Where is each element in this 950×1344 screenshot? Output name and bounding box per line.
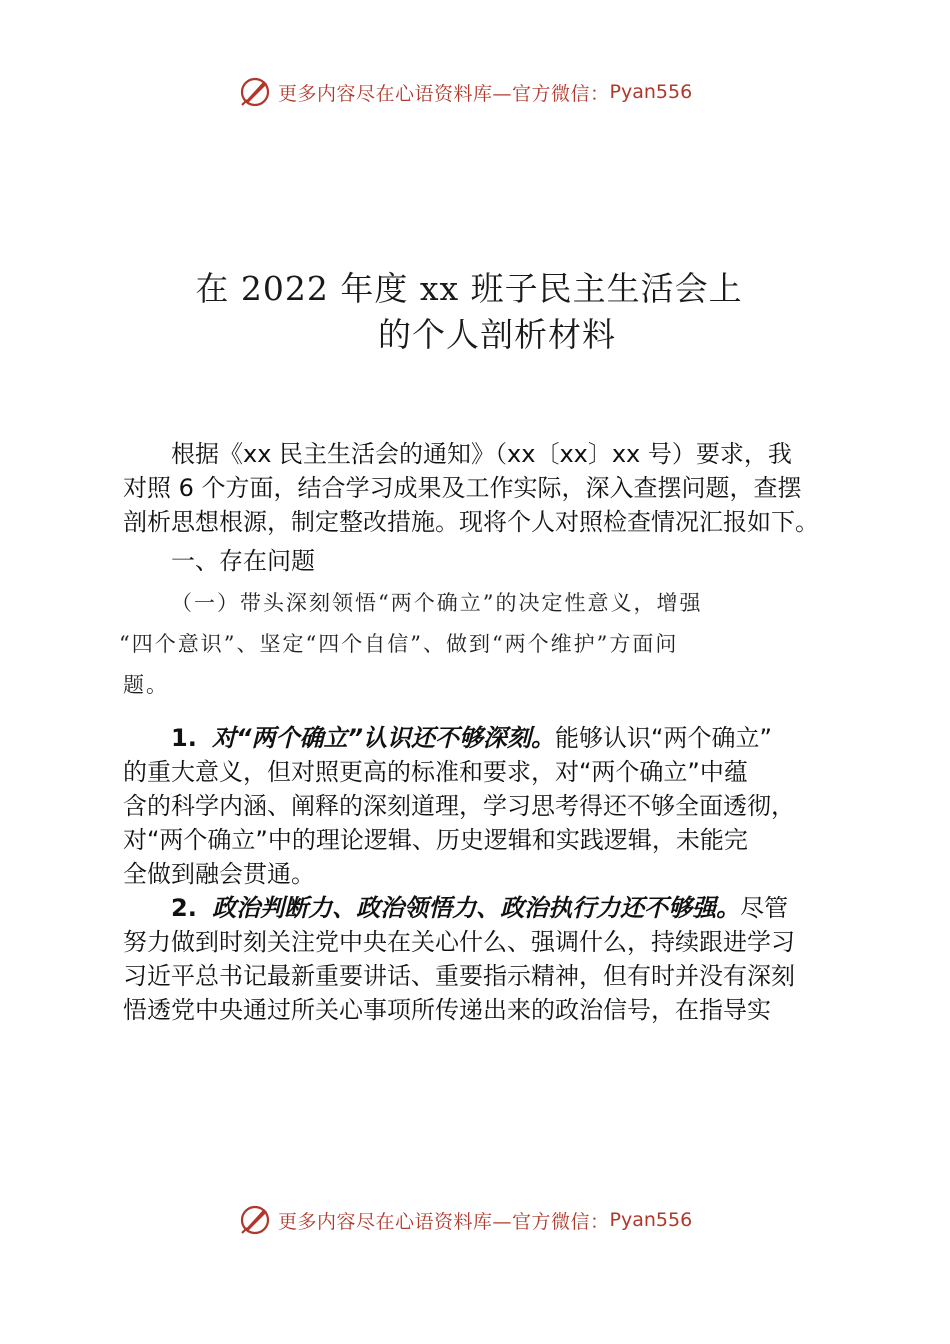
item-1-first-line-rest: 能够认识“两个确立” (555, 724, 772, 752)
section-heading (123, 544, 853, 578)
quill-logo-icon (238, 1203, 272, 1237)
footer-banner (238, 1203, 692, 1237)
header-banner (238, 75, 692, 109)
item-2-number: 2. (171, 894, 197, 922)
subsection-heading (119, 583, 853, 706)
item-1-heading: 对“两个确立”认识还不够深刻。 (212, 724, 556, 752)
wechat-id: Pyan556 (609, 1209, 693, 1231)
intro-line: 根据《xx 民主生活会的通知》（xx〔xx〕xx 号）要求，我 (171, 440, 792, 468)
item-1-number: 1. (171, 724, 197, 752)
item-1-first-line (123, 721, 853, 755)
subsection-line: （一）带头深刻领悟“两个确立”的决定性意义，增强 (171, 591, 703, 615)
item-2-paragraph (123, 891, 853, 1027)
subsection-line: 题。 (123, 673, 169, 697)
item-2-heading: 政治判断力、政治领悟力、政治执行力还不够强。 (212, 894, 741, 922)
item-1-line: 的重大意义，但对照更高的标准和要求，对“两个确立”中蕴 (123, 758, 748, 786)
banner-text: 更多内容尽在心语资料库—官方微信： (278, 1210, 610, 1233)
item-2-first-line (123, 891, 853, 925)
item-1-line: 对“两个确立”中的理论逻辑、历史逻辑和实践逻辑，未能完 (123, 826, 748, 854)
item-1-line: 全做到融会贯通。 (123, 860, 315, 888)
item-2-first-line-rest: 尽管 (740, 894, 789, 922)
item-1-line: 含的科学内涵、阐释的深刻道理，学习思考得还不够全面透彻， (123, 792, 795, 820)
subsection-line: “四个意识”、坚定“四个自信”、做到“两个维护”方面问 (119, 632, 679, 656)
intro-line: 剖析思想根源，制定整改措施。现将个人对照检查情况汇报如下。 (123, 508, 819, 536)
document-title-line-1: 在 2022 年度 xx 班子民主生活会上 (195, 269, 743, 308)
item-2-line: 努力做到时刻关注党中央在关心什么、强调什么，持续跟进学习 (123, 928, 795, 956)
section-heading-text: 一、存在问题 (171, 547, 315, 575)
banner-text: 更多内容尽在心语资料库—官方微信： (278, 82, 610, 105)
item-2-line: 习近平总书记最新重要讲话、重要指示精神，但有时并没有深刻 (123, 962, 795, 990)
item-1-paragraph (123, 721, 853, 891)
item-2-line: 悟透党中央通过所关心事项所传递出来的政治信号，在指导实 (123, 996, 771, 1024)
quill-logo-icon (238, 75, 272, 109)
intro-line: 对照 6 个方面，结合学习成果及工作实际，深入查摆问题，查摆 (123, 474, 802, 502)
intro-paragraph (123, 437, 853, 539)
wechat-id: Pyan556 (609, 81, 693, 103)
document-title-line-2: 的个人剖析材料 (378, 315, 616, 354)
